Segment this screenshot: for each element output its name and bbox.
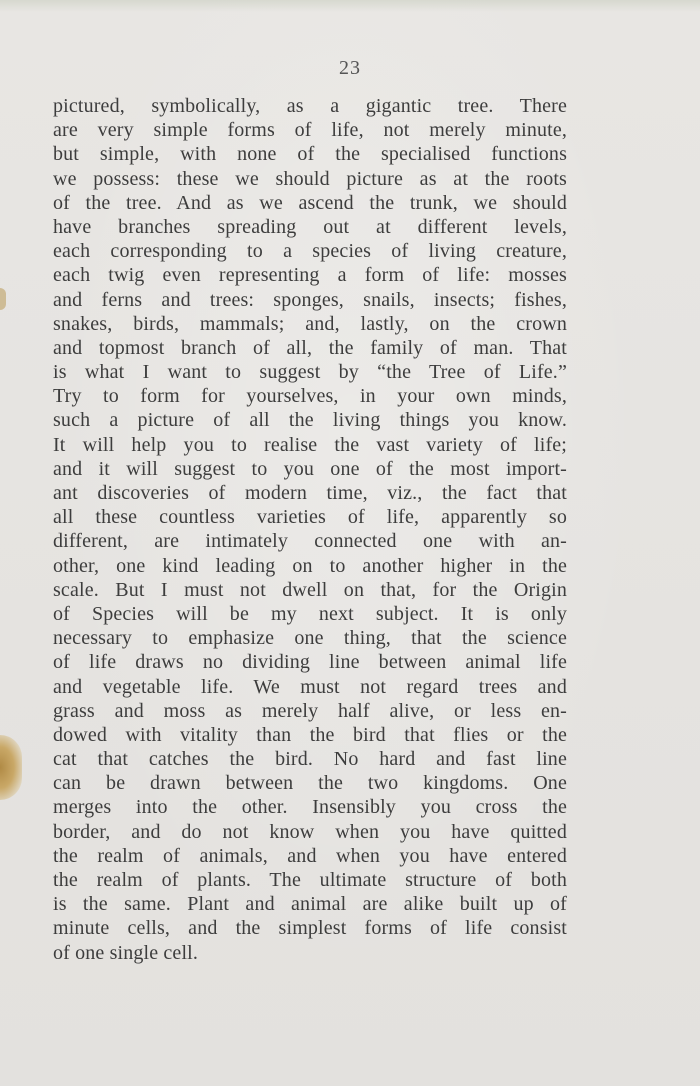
text-line: of one single cell.	[53, 941, 199, 964]
text-line: we possess: these we should picture as at the roots	[53, 167, 567, 190]
text-line: is what I want to suggest by “the Tree of Life.”	[53, 361, 567, 384]
text-line: such a picture of all the living things you know.	[53, 409, 567, 432]
text-line: and vegetable life. We must not regard trees and	[53, 675, 567, 698]
text-line: other, one kind leading on to another higher in the	[53, 554, 567, 577]
text-line: border, and do not know when you have quitted	[53, 820, 567, 843]
text-line: necessary to emphasize one thing, that the science	[53, 627, 567, 650]
text-line: each twig even representing a form of life: mosses	[53, 264, 567, 287]
text-line: scale. But I must not dwell on that, for the Origin	[53, 578, 567, 601]
text-line: but simple, with none of the specialised functions	[53, 143, 567, 166]
text-line: merges into the other. Insensibly you cross the	[53, 796, 567, 819]
text-line: is the same. Plant and animal are alike built up of	[53, 893, 567, 916]
text-line: and topmost branch of all, the family of man. That	[53, 336, 567, 359]
text-line: different, are intimately connected one with an-	[53, 530, 567, 553]
text-line: are very simple forms of life, not merely minute,	[53, 119, 567, 142]
text-line: of life draws no dividing line between animal life	[53, 651, 567, 674]
text-line: and it will suggest to you one of the most import-	[53, 457, 567, 480]
page-number: 23	[339, 57, 361, 79]
text-line: dowed with vitality than the bird that flies or the	[53, 723, 567, 746]
text-line: all these countless varieties of life, apparently so	[53, 506, 567, 529]
text-line: of the tree. And as we ascend the trunk, we should	[53, 191, 567, 214]
text-line: each corresponding to a species of living creature,	[53, 240, 567, 263]
text-line: snakes, birds, mammals; and, lastly, on the crown	[53, 312, 567, 335]
text-line: and ferns and trees: sponges, snails, insects; fishes,	[53, 288, 567, 311]
text-line: of Species will be my next subject. It is only	[53, 602, 567, 625]
page-edge-stain	[0, 735, 22, 800]
text-line: the realm of plants. The ultimate structure of both	[53, 869, 567, 891]
text-line: pictured, symbolically, as a gigantic tree. There	[53, 95, 567, 117]
text-line: can be drawn between the two kingdoms. One	[53, 772, 567, 795]
text-line: grass and moss as merely half alive, or less en-	[53, 699, 567, 722]
page-edge-mark	[0, 288, 6, 310]
text-line: cat that catches the bird. No hard and fast line	[53, 748, 567, 771]
text-line: the realm of animals, and when you have entered	[53, 844, 567, 867]
text-line: ant discoveries of modern time, viz., the fact that	[53, 482, 567, 504]
text-line: It will help you to realise the vast variety of life;	[53, 433, 567, 456]
page-top-stain	[0, 0, 700, 12]
body-text	[53, 94, 567, 965]
text-line: Try to form for yourselves, in your own minds,	[53, 385, 567, 408]
text-line: minute cells, and the simplest forms of life consist	[53, 917, 567, 940]
text-line: have branches spreading out at different levels,	[53, 215, 567, 238]
